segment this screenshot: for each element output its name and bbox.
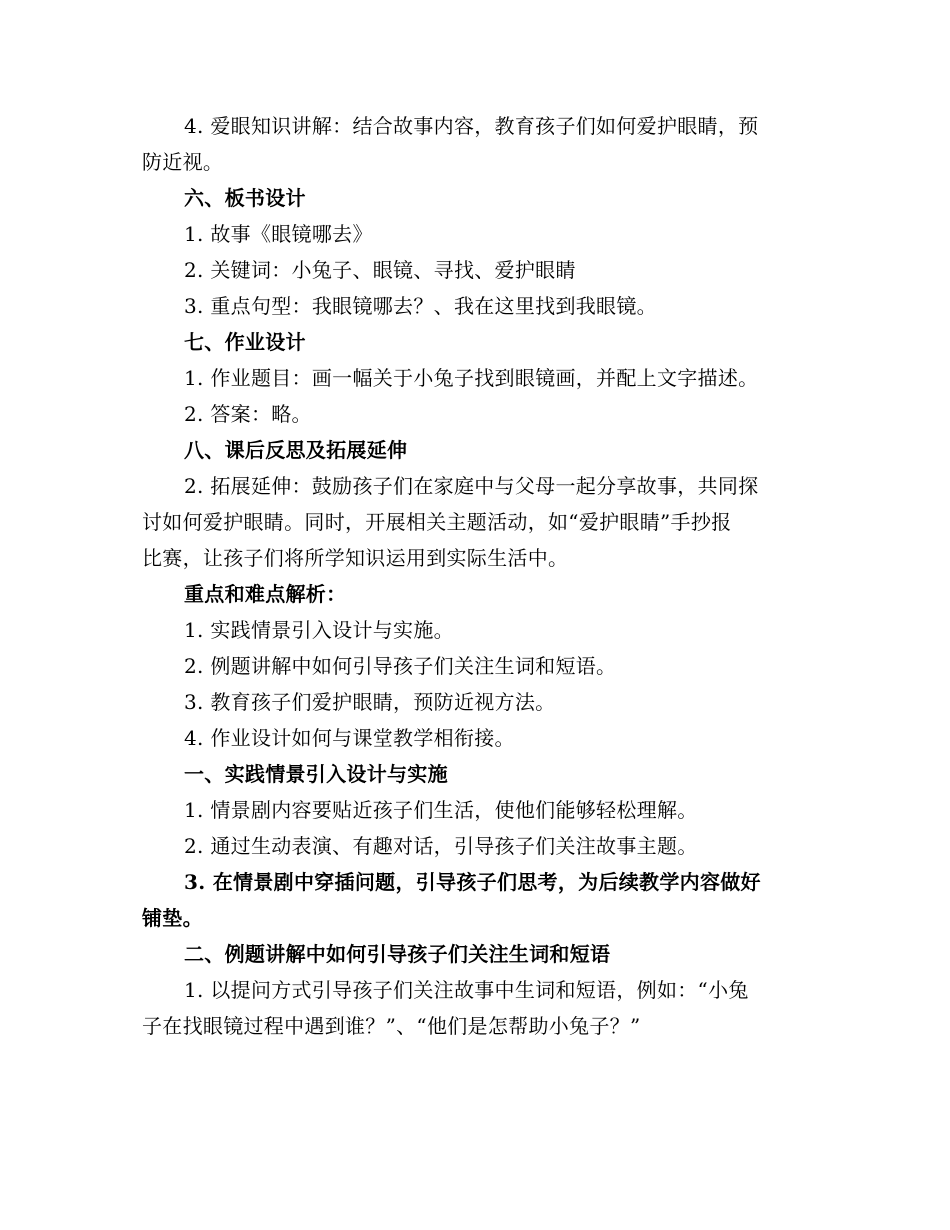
text-line: 比赛，让孩子们将所学知识运用到实际生活中。 [142,546,569,570]
list-item: 1. 实践情景引入设计与实施。 [184,618,454,642]
section-heading: 重点和难点解析： [184,582,347,606]
section-heading: 八、课后反思及拓展延伸 [184,438,408,462]
list-item: 1. 作业题目：画一幅关于小兔子找到眼镜画，并配上文字描述。 [184,366,759,390]
text-line: 子在找眼镜过程中遇到谁？”、“他们是怎帮助小兔子？” [142,1014,641,1038]
section-heading: 六、板书设计 [184,186,306,210]
list-item: 2. 答案：略。 [184,402,312,426]
list-item: 3. 教育孩子们爱护眼睛，预防近视方法。 [184,690,556,714]
text-line: 防近视。 [142,150,224,174]
section-heading: 一、实践情景引入设计与实施 [184,762,448,786]
list-item: 1. 故事《眼镜哪去》 [184,222,373,246]
list-item: 2. 例题讲解中如何引导孩子们关注生词和短语。 [184,654,617,678]
text-line: 铺垫。 [142,906,203,930]
text-line: 讨如何爱护眼睛。同时，开展相关主题活动，如“爱护眼睛”手抄报 [142,510,732,534]
list-item: 1. 以提问方式引导孩子们关注故事中生词和短语，例如：“小兔 [184,978,749,1002]
text-line: 4. 爱眼知识讲解：结合故事内容，教育孩子们如何爱护眼睛，预 [184,114,759,138]
list-item: 3. 在情景剧中穿插问题，引导孩子们思考，为后续教学内容做好 [184,870,761,894]
section-heading: 二、例题讲解中如何引导孩子们关注生词和短语 [184,942,611,966]
section-heading: 七、作业设计 [184,330,306,354]
list-item: 2. 关键词：小兔子、眼镜、寻找、爱护眼睛 [184,258,576,282]
list-item: 1. 情景剧内容要贴近孩子们生活，使他们能够轻松理解。 [184,798,698,822]
list-item: 2. 拓展延伸：鼓励孩子们在家庭中与父母一起分享故事，共同探 [184,474,759,498]
list-item: 4. 作业设计如何与课堂教学相衔接。 [184,726,515,750]
list-item: 2. 通过生动表演、有趣对话，引导孩子们关注故事主题。 [184,834,698,858]
document-page [142,108,806,1044]
list-item: 3. 重点句型：我眼镜哪去？、我在这里找到我眼镜。 [184,294,657,318]
